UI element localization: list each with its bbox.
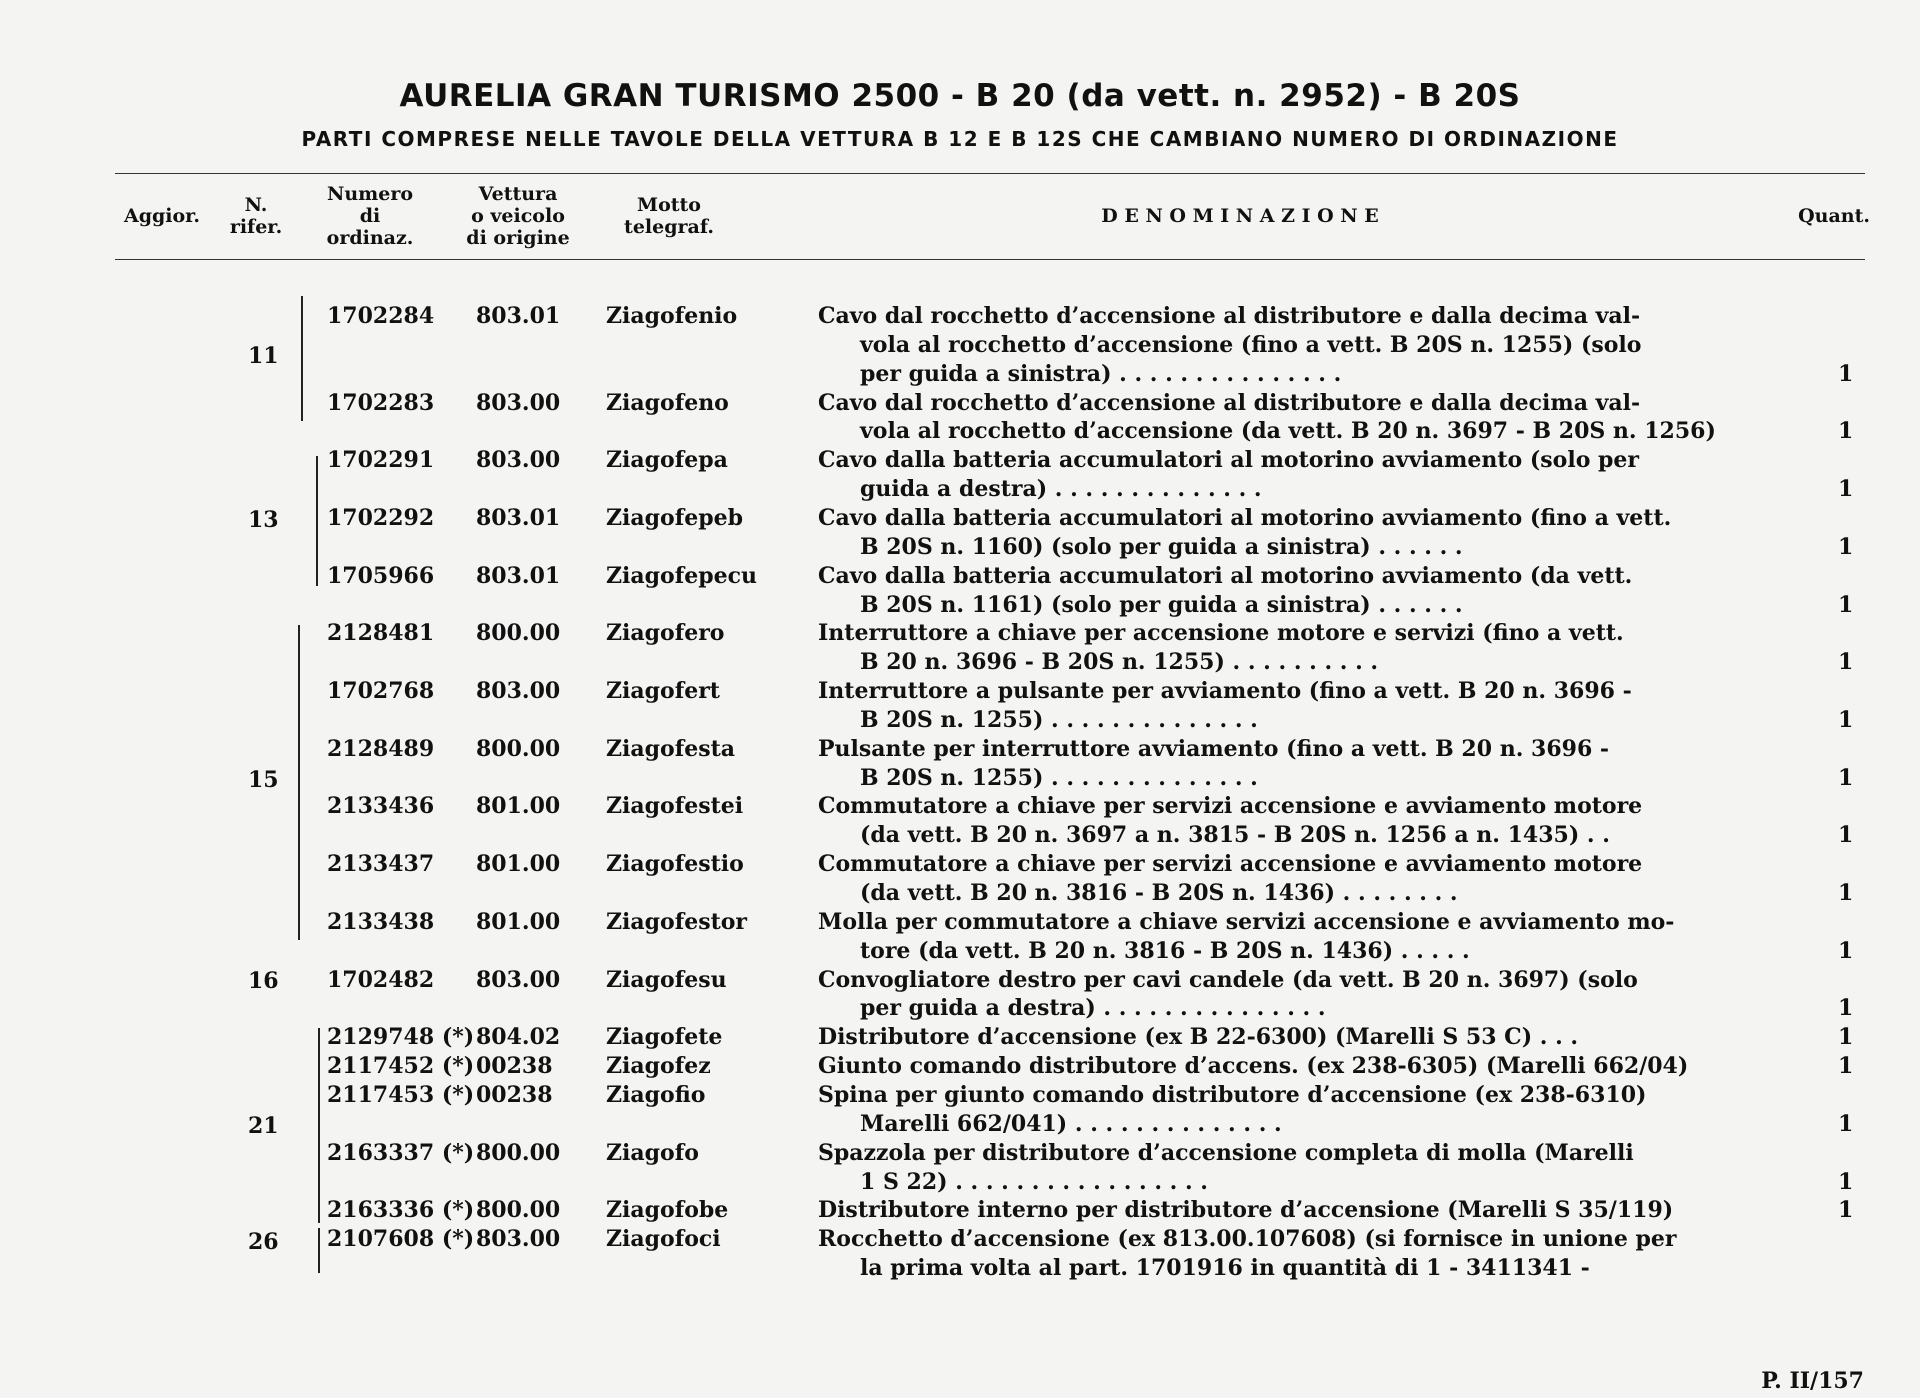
- table-row: [0, 851, 1920, 881]
- description: vola al rocchetto d’accensione (da vett. B 20 n. 3697 - B 20S n. 1256): [860, 418, 1716, 445]
- telegraph-code: Ziagofepeb: [606, 504, 743, 531]
- vehicle-origin: 800.00: [476, 1139, 561, 1166]
- telegraph-code: Ziagofez: [606, 1053, 711, 1080]
- part-number: 1702283: [327, 389, 435, 416]
- vehicle-origin: 800.00: [476, 1197, 561, 1224]
- quantity: 1: [1838, 418, 1854, 445]
- description: la prima volta al part. 1701916 in quantità di 1 - 3411341 -: [860, 1255, 1590, 1282]
- col-quant: Quant.: [1798, 205, 1870, 227]
- telegraph-code: Ziagofesta: [606, 735, 735, 762]
- vehicle-origin: 00238: [476, 1053, 553, 1080]
- table-row: [0, 995, 1920, 1025]
- page-number: P. II/157: [1761, 1368, 1864, 1394]
- page-title: AURELIA GRAN TURISMO 2500 - B 20 (da vett. n. 2952) - B 20S: [399, 78, 1521, 114]
- vehicle-origin: 803.01: [476, 504, 561, 531]
- ref-number: 21: [248, 1113, 279, 1139]
- vehicle-origin: 803.00: [476, 1226, 561, 1253]
- col-vettura: Vettura o veicolo di origine: [466, 183, 570, 249]
- description: Spazzola per distributore d’accensione completa di molla (Marelli: [818, 1139, 1634, 1166]
- description: Commutatore a chiave per servizi accensione e avviamento motore: [818, 851, 1643, 878]
- vehicle-origin: 803.00: [476, 389, 561, 416]
- vehicle-origin: 803.01: [476, 303, 561, 329]
- description: Cavo dalla batteria accumulatori al motorino avviamento (fino a vett.: [818, 504, 1672, 531]
- telegraph-code: Ziagofero: [606, 620, 725, 647]
- description: (da vett. B 20 n. 3697 a n. 3815 - B 20S n. 1256 a n. 1435) . .: [860, 822, 1610, 849]
- description: Cavo dal rocchetto d’accensione al distributore e dalla decima val-: [818, 303, 1641, 329]
- quantity: 1: [1838, 533, 1854, 560]
- vehicle-origin: 803.00: [476, 966, 561, 993]
- telegraph-code: Ziagofepa: [606, 447, 728, 474]
- table-row: [0, 649, 1920, 679]
- table-row: [0, 476, 1920, 506]
- vehicle-origin: 804.02: [476, 1024, 561, 1051]
- part-number: 2133436: [327, 793, 435, 820]
- table-row: [0, 1053, 1920, 1083]
- description: Distributore interno per distributore d’accensione (Marelli S 35/119): [818, 1197, 1674, 1224]
- vehicle-origin: 803.00: [476, 447, 561, 474]
- table-row: [0, 332, 1920, 362]
- quantity: 1: [1838, 822, 1854, 849]
- ref-number: 15: [248, 767, 279, 793]
- table-row: [0, 909, 1920, 939]
- quantity: 1: [1838, 1053, 1854, 1080]
- telegraph-code: Ziagofert: [606, 678, 720, 705]
- ref-number: 11: [248, 343, 279, 369]
- quantity: 1: [1838, 649, 1854, 676]
- quantity: 1: [1838, 1024, 1854, 1051]
- table-row: [0, 418, 1920, 448]
- description: B 20S n. 1160) (solo per guida a sinistra) . . . . . .: [860, 533, 1463, 560]
- table-row: [0, 361, 1920, 391]
- part-number: 2163337 (*): [327, 1139, 475, 1166]
- table-row: [0, 678, 1920, 708]
- telegraph-code: Ziagofestio: [606, 851, 744, 878]
- quantity: 1: [1838, 995, 1854, 1022]
- table-row: [0, 1140, 1920, 1170]
- table-row: [0, 967, 1920, 997]
- table-row: [0, 390, 1920, 420]
- table-row: [0, 620, 1920, 650]
- part-number: 1702284: [327, 303, 435, 329]
- table-row: [0, 1197, 1920, 1227]
- telegraph-code: Ziagofo: [606, 1139, 699, 1166]
- part-number: 2117453 (*): [327, 1081, 475, 1108]
- description: per guida a sinistra) . . . . . . . . . . . . . . .: [860, 360, 1342, 387]
- telegraph-code: Ziagofestei: [606, 793, 744, 820]
- description: Spina per giunto comando distributore d’accensione (ex 238-6310): [818, 1081, 1647, 1108]
- description: (da vett. B 20 n. 3816 - B 20S n. 1436) . . . . . . . .: [860, 880, 1458, 906]
- quantity: 1: [1838, 1110, 1854, 1137]
- description: per guida a destra) . . . . . . . . . . . . . . .: [860, 995, 1326, 1022]
- quantity: 1: [1838, 591, 1854, 618]
- vehicle-origin: 800.00: [476, 735, 561, 762]
- telegraph-code: Ziagofestor: [606, 908, 748, 935]
- table-row: [0, 505, 1920, 535]
- description: Cavo dalla batteria accumulatori al motorino avviamento (solo per: [818, 447, 1640, 474]
- description: Giunto comando distributore d’accens. (ex 238-6305) (Marelli 662/04): [818, 1053, 1689, 1080]
- part-number: 1702292: [327, 504, 435, 531]
- description: Commutatore a chiave per servizi accensione e avviamento motore: [818, 793, 1643, 820]
- table-row: [0, 736, 1920, 766]
- vehicle-origin: 801.00: [476, 851, 561, 878]
- table-row: [0, 303, 1920, 333]
- table-row: [0, 534, 1920, 564]
- telegraph-code: Ziagofobe: [606, 1197, 729, 1224]
- table-row: [0, 1111, 1920, 1141]
- telegraph-code: Ziagofeno: [606, 389, 729, 416]
- table-row: [0, 707, 1920, 737]
- ref-number: 13: [248, 507, 279, 533]
- vehicle-origin: 801.00: [476, 908, 561, 935]
- quantity: 1: [1838, 880, 1854, 906]
- quantity: 1: [1838, 360, 1854, 387]
- table-row: [0, 1082, 1920, 1112]
- vehicle-origin: 800.00: [476, 620, 561, 647]
- telegraph-code: Ziagofio: [606, 1081, 706, 1108]
- header-rule-bottom: [115, 259, 1865, 260]
- vehicle-origin: 801.00: [476, 793, 561, 820]
- table-row: [0, 592, 1920, 622]
- description: vola al rocchetto d’accensione (fino a vett. B 20S n. 1255) (solo: [860, 331, 1642, 358]
- table-row: [0, 1024, 1920, 1054]
- table-row: [0, 447, 1920, 477]
- col-denominazione: D E N O M I N A Z I O N E: [1101, 205, 1379, 227]
- vehicle-origin: 803.00: [476, 678, 561, 705]
- description: B 20S n. 1161) (solo per guida a sinistra) . . . . . .: [860, 591, 1463, 618]
- description: Distributore d’accensione (ex B 22-6300) (Marelli S 53 C) . . .: [818, 1024, 1579, 1051]
- part-number: 2133438: [327, 908, 435, 935]
- description: Pulsante per interruttore avviamento (fino a vett. B 20 n. 3696 -: [818, 735, 1610, 762]
- vehicle-origin: 803.01: [476, 562, 561, 589]
- description: tore (da vett. B 20 n. 3816 - B 20S n. 1436) . . . . .: [860, 937, 1470, 964]
- part-number: 1702482: [327, 966, 435, 993]
- quantity: 1: [1838, 1168, 1854, 1195]
- telegraph-code: Ziagofepecu: [606, 562, 757, 589]
- col-motto: Motto telegraf.: [624, 194, 714, 238]
- quantity: 1: [1838, 764, 1854, 791]
- telegraph-code: Ziagofete: [606, 1024, 723, 1051]
- description: Cavo dalla batteria accumulatori al motorino avviamento (da vett.: [818, 562, 1633, 589]
- ref-number: 26: [248, 1229, 279, 1255]
- part-number: 2107608 (*): [327, 1226, 475, 1253]
- ref-number: 16: [248, 968, 279, 994]
- table-row: [0, 880, 1920, 910]
- table-row: [0, 793, 1920, 823]
- quantity: 1: [1838, 706, 1854, 733]
- part-number: 1702291: [327, 447, 435, 474]
- part-number: 1705966: [327, 562, 435, 589]
- quantity: 1: [1838, 1197, 1854, 1224]
- description: B 20 n. 3696 - B 20S n. 1255) . . . . . . . . . .: [860, 649, 1379, 676]
- telegraph-code: Ziagofoci: [606, 1226, 721, 1253]
- header-rule-top: [115, 173, 1865, 174]
- description: Marelli 662/041) . . . . . . . . . . . . . .: [860, 1110, 1282, 1137]
- telegraph-code: Ziagofenio: [606, 303, 738, 329]
- description: B 20S n. 1255) . . . . . . . . . . . . . .: [860, 706, 1258, 733]
- quantity: 1: [1838, 476, 1854, 503]
- telegraph-code: Ziagofesu: [606, 966, 727, 993]
- part-number: 2163336 (*): [327, 1197, 475, 1224]
- description: B 20S n. 1255) . . . . . . . . . . . . . .: [860, 764, 1258, 791]
- table-row: [0, 938, 1920, 968]
- col-nrif: N. rifer.: [229, 194, 283, 238]
- part-number: 1702768: [327, 678, 435, 705]
- col-numero: Numero di ordinaz.: [326, 183, 414, 249]
- description: 1 S 22) . . . . . . . . . . . . . . . . .: [860, 1168, 1208, 1195]
- page-subtitle: PARTI COMPRESE NELLE TAVOLE DELLA VETTURA B 12 E B 12S CHE CAMBIANO NUMERO DI ORDINAZIONE: [301, 127, 1619, 151]
- table-row: [0, 1226, 1920, 1256]
- part-number: 2133437: [327, 851, 435, 878]
- part-number: 2129748 (*): [327, 1024, 475, 1051]
- description: Rocchetto d’accensione (ex 813.00.107608) (si fornisce in unione per: [818, 1226, 1677, 1253]
- part-number: 2128481: [327, 620, 435, 647]
- description: Molla per commutatore a chiave servizi accensione e avviamento mo-: [818, 908, 1675, 935]
- table-row: [0, 765, 1920, 795]
- description: Cavo dal rocchetto d’accensione al distributore e dalla decima val-: [818, 389, 1641, 416]
- vehicle-origin: 00238: [476, 1081, 553, 1108]
- table-row: [0, 822, 1920, 852]
- quantity: 1: [1838, 937, 1854, 964]
- part-number: 2117452 (*): [327, 1053, 475, 1080]
- description: Interruttore a pulsante per avviamento (fino a vett. B 20 n. 3696 -: [818, 678, 1632, 705]
- table-row: [0, 1255, 1920, 1285]
- table-row: [0, 563, 1920, 593]
- table-row: [0, 1169, 1920, 1199]
- part-number: 2128489: [327, 735, 435, 762]
- description: Interruttore a chiave per accensione motore e servizi (fino a vett.: [818, 620, 1624, 647]
- col-aggior: Aggior.: [123, 205, 201, 227]
- description: Convogliatore destro per cavi candele (da vett. B 20 n. 3697) (solo: [818, 966, 1638, 993]
- description: guida a destra) . . . . . . . . . . . . . .: [860, 476, 1262, 503]
